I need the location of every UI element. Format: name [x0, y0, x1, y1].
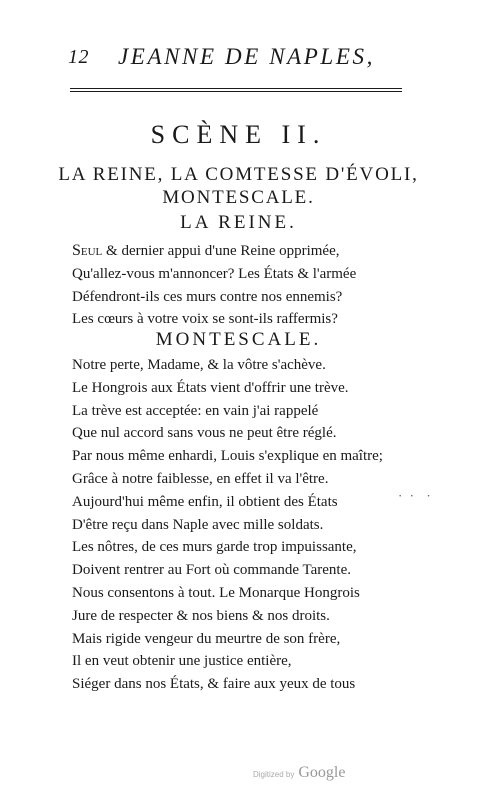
google-logo: Google	[298, 764, 346, 781]
speaker-name: MONTESCALE.	[155, 329, 322, 350]
verse-line: Doivent rentrer au Fort où commande Tarente.	[72, 562, 351, 579]
verse-block	[72, 354, 383, 696]
header-double-rule	[70, 88, 402, 89]
verse-line: Grâce à notre faiblesse, en effet il va l'être.	[72, 470, 329, 487]
opening-word: Seul	[72, 242, 103, 259]
character-line: MONTESCALE.	[162, 187, 315, 208]
digitized-by-text: Digitized by	[253, 770, 295, 779]
verse-line: Que nul accord sans vous ne peut être réglé.	[72, 425, 337, 442]
running-head	[0, 44, 477, 74]
speaker-name: LA REINE.	[180, 212, 297, 233]
verse-line: Notre perte, Madame, & la vôtre s'achève.	[72, 357, 326, 373]
scene-title: SCÈNE II.	[150, 120, 327, 149]
verse-line: Qu'allez-vous m'annoncer? Les États & l'armée	[72, 265, 357, 282]
ink-smudge: · · ·	[398, 488, 433, 503]
verse-line: D'être reçu dans Naple avec mille soldats.	[72, 516, 324, 533]
verse-line: Mais rigide vengeur du meurtre de son frère,	[72, 630, 341, 647]
verse-line: Les nôtres, de ces murs garde trop impuissante,	[72, 539, 357, 556]
verse-line: La trève est acceptée: en vain j'ai rappelé	[72, 402, 319, 419]
verse-block	[72, 240, 356, 331]
verse-line: Jure de respecter & nos biens & nos droits.	[72, 607, 330, 624]
verse-line: Siéger dans nos États, & faire aux yeux de tous	[72, 676, 356, 693]
verse-line: Aujourd'hui même enfin, il obtient des États	[72, 493, 338, 510]
verse-line: Par nous même enhardi, Louis s'explique en maître;	[72, 448, 383, 465]
page-number: 12	[68, 46, 89, 68]
running-title: JEANNE DE NAPLES,	[118, 44, 375, 69]
digitization-watermark	[253, 764, 345, 782]
verse-line: Défendront-ils ces murs contre nos ennemis?	[72, 288, 343, 305]
verse-line: Les cœurs à votre voix se sont-ils raffermis?	[72, 311, 338, 328]
verse-line: Il en veut obtenir une justice entière,	[72, 653, 292, 670]
verse-line: Le Hongrois aux États vient d'offrir une trève.	[72, 379, 349, 396]
verse-line: Nous consentons à tout. Le Monarque Hongrois	[72, 584, 360, 601]
verse-line: Seul & dernier appui d'une Reine opprimée,	[72, 242, 340, 259]
character-line: LA REINE, LA COMTESSE D'ÉVOLI,	[58, 164, 419, 185]
character-list	[0, 163, 477, 209]
